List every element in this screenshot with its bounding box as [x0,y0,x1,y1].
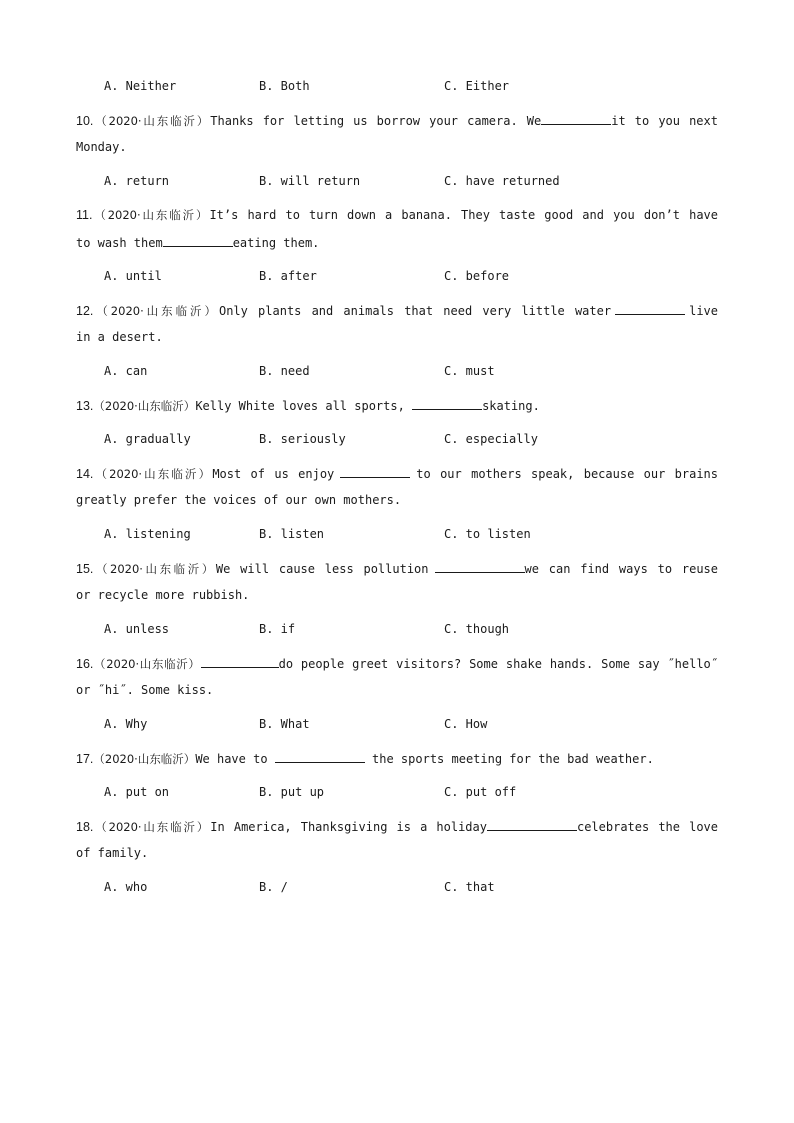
option-b: B. / [259,880,288,894]
question-text: Most of us enjoy [212,467,335,481]
option-c: C. Either [444,79,510,93]
option-c: C. before [444,269,510,283]
option-b: B. What [259,717,310,731]
question-17 [76,751,718,766]
answer-blank [340,466,410,478]
question-text: live [689,304,718,318]
option-c: C. How [444,717,488,731]
question-source: （2020·山东临沂） [92,208,210,222]
option-a: A. can [104,364,148,378]
option-b: B. Both [259,79,310,93]
option-b: B. if [259,622,296,636]
question-text: celebrates the love [576,820,718,834]
answer-blank [615,303,685,315]
question-number: 14. [76,467,94,481]
question-source: （2020·山东临沂） [93,752,196,766]
option-a: A. put on [104,785,170,799]
question-source: （2020·山东临沂） [93,304,219,318]
question-text: it to you next [611,114,718,128]
option-b: B. put up [259,785,325,799]
answer-blank [275,751,365,763]
option-b: B. need [259,364,310,378]
question-continuation: or ˝hi˝. Some kiss. [76,683,214,697]
question-text: It’s hard to turn down a banana. They taste good and you don’t have [209,208,718,222]
question-text: Only plants and animals that need very little water [218,304,612,318]
question-source: （2020·山东临沂） [93,399,196,413]
question-number: 12. [76,304,94,318]
answer-blank [163,235,233,247]
question-text: In America, Thanksgiving is a holiday [210,820,487,834]
question-number: 15. [76,562,94,576]
question-source: （2020·山东临沂） [93,467,213,481]
question-continuation [76,235,718,250]
answer-blank [201,656,279,668]
question-number: 13. [76,399,94,413]
option-a: A. listening [104,527,191,541]
question-text: we can find ways to reuse [524,562,719,576]
question-18 [76,819,718,834]
question-text: Kelly White loves all sports, [195,399,405,413]
question-15 [76,561,718,576]
question-10 [76,113,718,128]
question-text: We will cause less pollution [215,562,429,576]
question-14 [76,466,718,481]
option-b: B. after [259,269,317,283]
question-continuation: of family. [76,846,149,860]
question-number: 16. [76,657,94,671]
option-a: A. Neither [104,79,177,93]
option-a: A. return [104,174,170,188]
answer-blank [412,398,482,410]
question-number: 11. [76,208,93,222]
question-continuation: greatly prefer the voices of our own mothers. [76,493,402,507]
question-text: to our mothers speak, because our brains [416,467,719,481]
question-text: do people greet visitors? Some shake hands. Some say ˝hello˝ [278,657,719,671]
question-text: We have to [195,752,268,766]
question-source: （2020·山东临沂） [93,114,211,128]
answer-blank [541,113,611,125]
option-c: C. put off [444,785,517,799]
question-text: Thanks for letting us borrow your camera. We [210,114,542,128]
question-number: 18. [76,820,94,834]
question-16 [76,656,718,671]
question-13 [76,398,718,413]
option-a: A. until [104,269,162,283]
question-text: to wash them [76,236,163,250]
answer-blank [435,561,525,573]
question-11 [76,208,718,222]
option-c: C. though [444,622,510,636]
question-text: skating. [482,399,540,413]
question-source: （2020·山东临沂） [93,562,216,576]
question-continuation: Monday. [76,140,127,154]
option-c: C. have returned [444,174,560,188]
question-source: （2020·山东临沂） [93,657,201,671]
question-text: eating them. [232,236,320,250]
answer-blank [487,819,577,831]
question-number: 17. [76,752,94,766]
question-continuation: or recycle more rubbish. [76,588,250,602]
question-continuation: in a desert. [76,330,163,344]
option-c: C. that [444,880,495,894]
option-b: B. listen [259,527,325,541]
question-source: （2020·山东临沂） [93,820,211,834]
question-12 [76,303,718,318]
option-b: B. will return [259,174,361,188]
question-text: the sports meeting for the bad weather. [372,752,654,766]
option-c: C. especially [444,432,538,446]
option-a: A. who [104,880,148,894]
option-c: C. must [444,364,495,378]
option-a: A. unless [104,622,170,636]
option-c: C. to listen [444,527,531,541]
option-b: B. seriously [259,432,346,446]
option-a: A. Why [104,717,148,731]
option-a: A. gradually [104,432,191,446]
question-number: 10. [76,114,94,128]
